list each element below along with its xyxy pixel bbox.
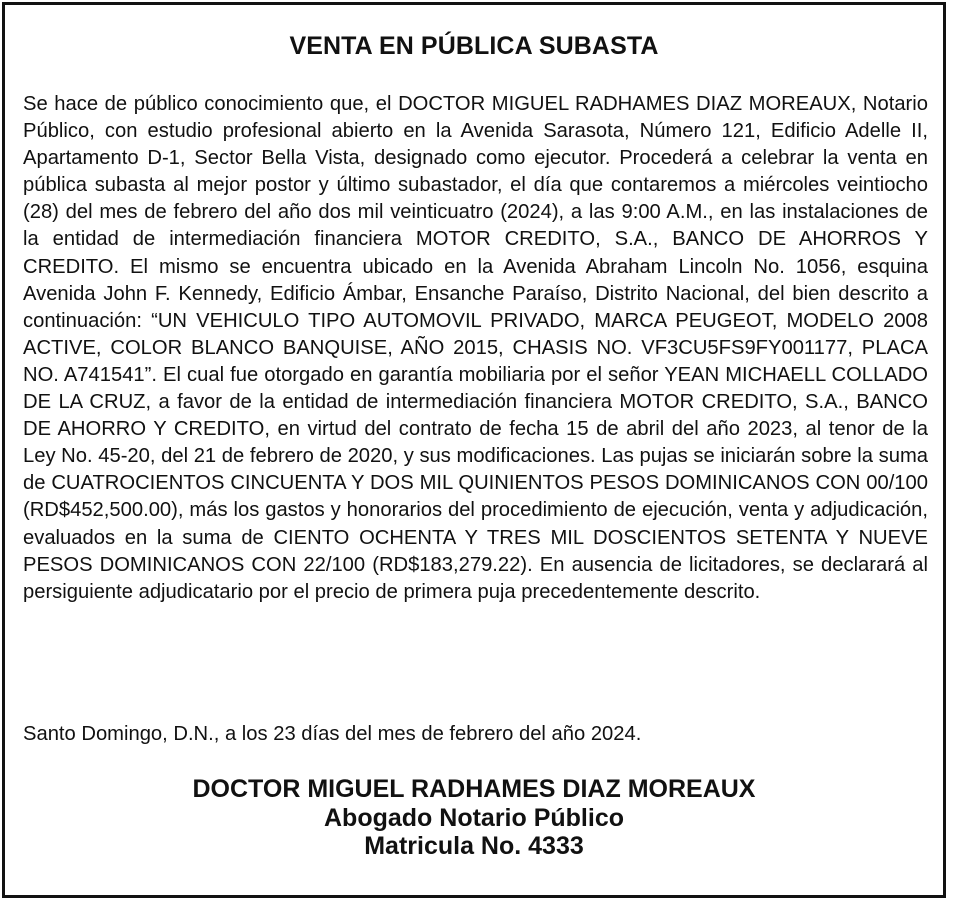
- signatory-role: Abogado Notario Público: [324, 803, 624, 832]
- signatory-registration: Matricula No. 4333: [364, 832, 584, 860]
- legal-notice-box: [2, 2, 946, 898]
- signature-block: [5, 775, 943, 861]
- notice-title: VENTA EN PÚBLICA SUBASTA: [289, 32, 659, 60]
- signatory-name: DOCTOR MIGUEL RADHAMES DIAZ MOREAUX: [192, 775, 756, 803]
- notice-body: Se hace de público conocimiento que, el DOCTOR MIGUEL RADHAMES DIAZ MOREAUX, Notario Público, con estudio profesional abierto en la Avenida Sarasota, Número 121, Edificio Adelle II, Apartamento D-1, Sector Bella Vista, designado como ejecutor. Procederá a celebrar la venta en pública subasta al mejor postor y último subastador, el día que contaremos a miércoles veintiocho (28) del mes de febrero del año dos mil veinticuatro (2024), a las 9:00 A.M., en las instalaciones de la entidad de intermediación financiera MOTOR CREDITO, S.A., BANCO DE AHORROS Y CREDITO. El mismo se encuentra ubicado en la Avenida Abraham Lincoln No. 1056, esquina Avenida John F. Kennedy, Edificio Ámbar, Ensanche Paraíso, Distrito Nacional, del bien descrito a continuación: “UN VEHICULO TIPO AUTOMOVIL PRIVADO, MARCA PEUGEOT, MODELO 2008 ACTIVE, COLOR BLANCO BANQUISE, AÑO 2015, CHASIS NO. VF3CU5FS9FY001177, PLACA NO. A741541”. El cual fue otorgado en garantía mobiliaria por el señor YEAN MICHAELL COLLADO DE LA CRUZ, a favor de la entidad de intermediación financiera MOTOR CREDITO, S.A., BANCO DE AHORRO Y CREDITO, en virtud del contrato de fecha 15 de abril del año 2023, al tenor de la Ley No. 45-20, del 21 de febrero de 2020, y sus modificaciones. Las pujas se iniciarán sobre la suma de CUATROCIENTOS CINCUENTA Y DOS MIL QUINIENTOS PESOS DOMINICANOS CON 00/100 (RD$452,500.00), más los gastos y honorarios del procedimiento de ejecución, venta y adjudicación, evaluados en la suma de CIENTO OCHENTA Y TRES MIL DOSCIENTOS SETENTA Y NUEVE PESOS DOMINICANOS CON 22/100 (RD$183,279.22). En ausencia de licitadores, se declarará al persiguiente adjudicatario por el precio de primera puja precedentemente descrito.: [23, 93, 928, 603]
- notice-closing: Santo Domingo, D.N., a los 23 días del mes de febrero del año 2024.: [23, 723, 642, 745]
